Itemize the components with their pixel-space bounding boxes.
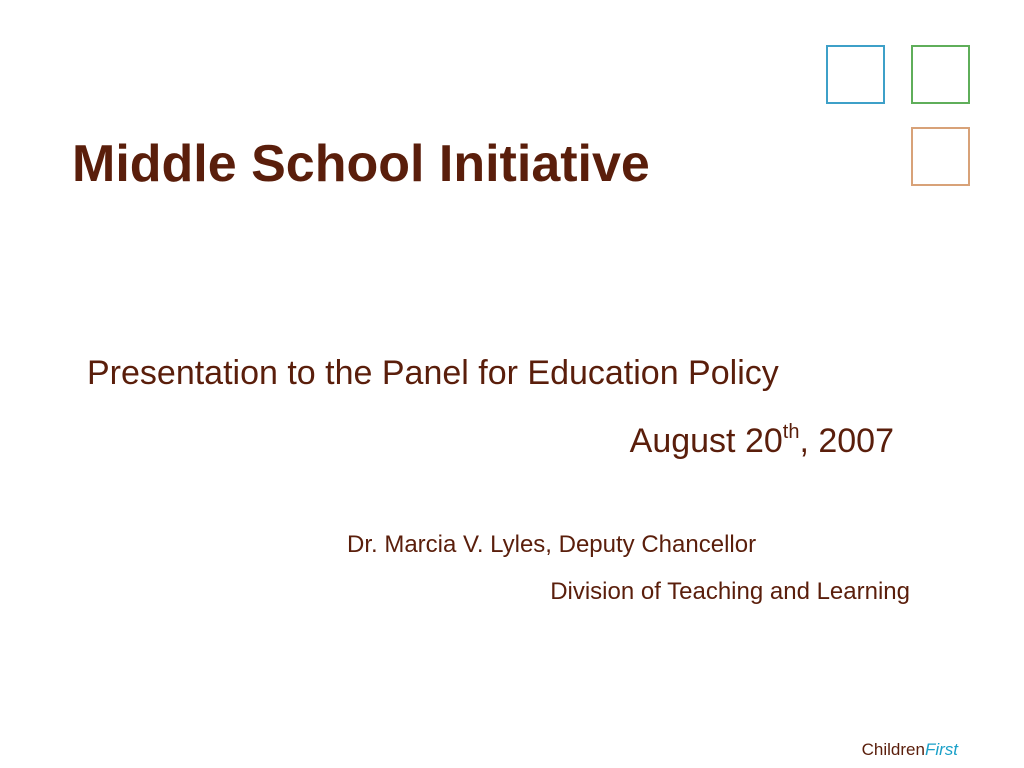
division-name: Division of Teaching and Learning: [550, 578, 910, 605]
logo-text-children: Children: [861, 740, 925, 759]
decorative-square-green: [911, 45, 970, 104]
slide-title: Middle School Initiative: [72, 135, 650, 193]
logo-text-first: First: [924, 740, 958, 759]
date-suffix: , 2007: [799, 422, 894, 460]
children-first-logo: [862, 740, 958, 760]
presentation-date: [630, 419, 894, 463]
date-prefix: August 20: [629, 422, 783, 460]
decorative-square-blue: [826, 45, 885, 104]
slide-subtitle: Presentation to the Panel for Education Policy: [87, 354, 779, 392]
presenter-name: Dr. Marcia V. Lyles, Deputy Chancellor: [347, 531, 757, 558]
date-superscript: th: [782, 421, 800, 443]
decorative-square-tan: [911, 127, 970, 186]
